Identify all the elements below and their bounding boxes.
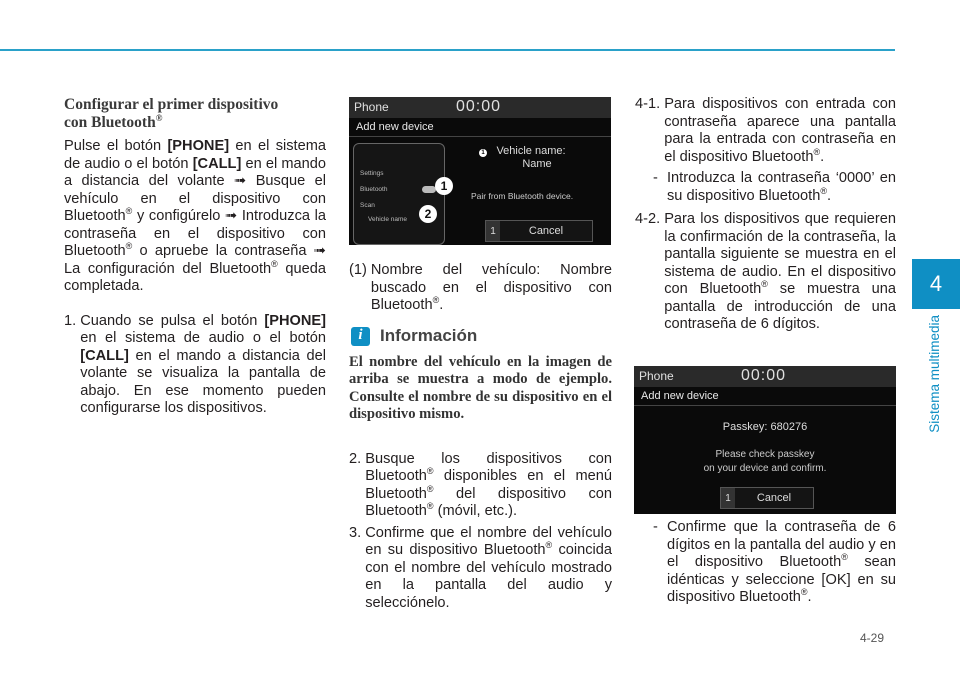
cancel-label: Cancel bbox=[528, 225, 564, 237]
vehicle-name-label: Vehicle name: bbox=[496, 145, 566, 157]
step-4-2: 4-2. Para los dispositivos que requieren la confirmación de la contraseña, la pantalla siguiente se muestra en el sistema de audio. En el dispositivo con Bluetooth® se muestra una pantalla de introducción de una contraseña de 6 dígitos. bbox=[635, 211, 896, 332]
callout-marker-vehicle-name: 1 bbox=[479, 149, 487, 157]
screen-time: 00:00 bbox=[741, 367, 787, 384]
column-1 bbox=[64, 96, 326, 422]
step-4-2-detail: - Confirme que la contraseña de 6 dígitos en la pantalla del audio y en el dispositivo Bluetooth® sean idénticas y seleccione [OK] en su dispositivo Bluetooth®. bbox=[653, 519, 897, 605]
phone-scan-label: Scan bbox=[360, 202, 375, 209]
screen-title: Phone bbox=[354, 100, 389, 114]
screen-title-bar bbox=[634, 366, 896, 387]
step-4-1: 4-1. Para dispositivos con entrada con contraseña aparece una pantalla para la entrada con contraseña en el dispositivo Bluetooth®. bbox=[635, 96, 896, 165]
chapter-label-text: Sistema multimedia bbox=[926, 315, 942, 433]
chapter-tab bbox=[912, 259, 960, 309]
note-vehicle-name: (1) Nombre del vehículo: Nombre buscado en el dispositivo con Bluetooth®. bbox=[349, 262, 612, 313]
chapter-label bbox=[918, 309, 950, 439]
step-1: 1. Cuando se pulsa el botón [PHONE] en el sistema de audio o el botón [CALL] en el mando a distancia del volante se visualiza la pantalla de abajo. En ese momento pueden configurarse los dispositivos. bbox=[64, 312, 326, 416]
screen-title-bar bbox=[349, 97, 611, 118]
cancel-button[interactable] bbox=[485, 220, 593, 242]
phone-screen-add-device bbox=[349, 97, 611, 245]
cancel-shortcut-number: 1 bbox=[721, 488, 735, 508]
phone-illustration bbox=[353, 143, 445, 245]
screen-time: 00:00 bbox=[456, 98, 502, 115]
phone-vehicle-label: Vehicle name bbox=[368, 216, 408, 223]
step-3: 3. Confirme que el nombre del vehículo en su dispositivo Bluetooth® coincida con el nombre del vehículo mostrado en la pantalla del audio y selecciónelo. bbox=[349, 524, 612, 611]
phone-bluetooth-label: Bluetooth bbox=[360, 186, 388, 193]
column-3-bottom bbox=[635, 519, 896, 613]
info-text: El nombre del vehículo en la imagen de arriba se muestra a modo de ejemplo. Consulte el nombre de su dispositivo en el dispositivo mismo. bbox=[349, 353, 612, 422]
screen-divider bbox=[634, 405, 896, 406]
vehicle-name-block bbox=[491, 145, 571, 171]
step-4-1-detail: - Introduzca la contraseña ‘0000’ en su dispositivo Bluetooth®. bbox=[653, 170, 896, 204]
intro-paragraph: Pulse el botón [PHONE] en el sistema de audio o el botón [CALL] en el mando a distancia del volante ➟ Busque el vehículo en el dispositivo con Bluetooth® y configúrelo ➟ Introduzca la contraseña en el dispositivo con Bluetooth® o apruebe la contraseña ➟ La configuración del Bluetooth® queda completada. bbox=[64, 138, 326, 294]
callout-marker-1: 1 bbox=[435, 177, 453, 195]
header-rule bbox=[0, 49, 895, 51]
phone-screen-passkey bbox=[634, 366, 896, 514]
cancel-button[interactable] bbox=[720, 487, 814, 509]
vehicle-name-value: Name bbox=[522, 158, 552, 170]
phone-settings-label: Settings bbox=[360, 170, 384, 177]
callout-marker-2: 2 bbox=[419, 205, 437, 223]
section-heading: Configurar el primer dispositivo con Bluetooth® bbox=[64, 96, 279, 131]
cancel-label: Cancel bbox=[756, 492, 792, 504]
bluetooth-toggle-icon bbox=[422, 186, 436, 193]
chapter-number: 4 bbox=[929, 271, 943, 296]
screen-divider bbox=[349, 136, 611, 137]
page-number: 4-29 bbox=[860, 631, 885, 645]
cancel-shortcut-number: 1 bbox=[486, 221, 500, 241]
screen-subtitle: Add new device bbox=[356, 121, 434, 133]
pair-instruction: Pair from Bluetooth device. bbox=[471, 191, 574, 201]
screen-title: Phone bbox=[639, 369, 674, 383]
info-heading bbox=[349, 327, 612, 346]
screen-subtitle: Add new device bbox=[641, 390, 719, 402]
passkey-instructions: Please check passkey on your device and confirm. bbox=[703, 449, 827, 474]
column-2 bbox=[349, 262, 612, 616]
column-3 bbox=[635, 96, 896, 338]
info-label: Información bbox=[380, 326, 478, 346]
info-icon: i bbox=[351, 327, 370, 346]
step-2: 2. Busque los dispositivos con Bluetooth® disponibles en el menú Bluetooth® del dispositivo con Bluetooth® (móvil, etc.). bbox=[349, 450, 612, 519]
passkey-value: Passkey: 680276 bbox=[722, 421, 808, 433]
